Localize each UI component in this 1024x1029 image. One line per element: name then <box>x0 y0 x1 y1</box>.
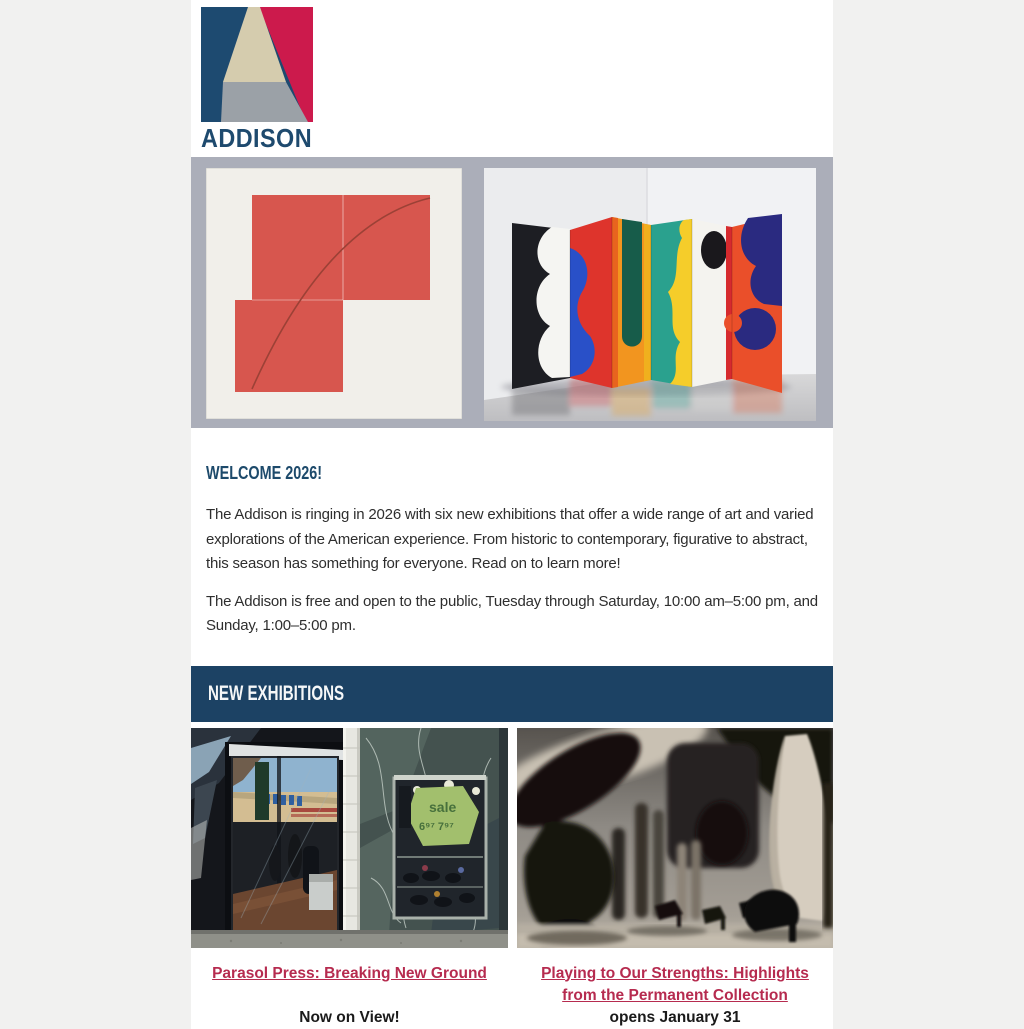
new-exhibitions-label: NEW EXHIBITIONS <box>208 681 345 705</box>
banner-art-red-print <box>206 168 462 419</box>
exhibition-card-playing <box>517 728 833 948</box>
new-exhibitions-band <box>191 666 833 722</box>
logo-wordmark: ADDISON <box>201 123 313 153</box>
exhibition-image-parasol-press[interactable] <box>191 728 508 948</box>
welcome-section <box>191 428 833 666</box>
exhibition-link-playing-line2: from the Permanent Collection <box>562 986 788 1004</box>
exhibition-subtitle-parasol: Now on View! <box>299 1008 400 1026</box>
exhibition-link-playing-to-our-strengths[interactable] <box>541 963 809 1007</box>
banner-art-folding-screen <box>484 168 816 421</box>
email-body <box>191 0 833 1029</box>
addison-logo-icon <box>201 7 313 122</box>
welcome-heading: WELCOME 2026! <box>206 463 323 483</box>
caption-parasol <box>191 948 508 1029</box>
exhibition-link-parasol-line1: Parasol Press: Breaking New Ground <box>212 964 487 982</box>
addison-logo[interactable] <box>201 7 324 154</box>
exhibition-captions-row <box>191 948 833 1029</box>
sale-sign-prices: 6⁹⁷ 7⁹⁷ <box>419 820 454 833</box>
caption-playing <box>517 948 833 1029</box>
welcome-paragraph-1: The Addison is ringing in 2026 with six new exhibitions that offer a wide range of art and varied explorations of the American experience. From historic to contemporary, figurative to abstract, this season has something for everyone. Read on to learn more! <box>206 506 814 572</box>
header <box>191 0 833 157</box>
exhibition-link-parasol-press[interactable] <box>212 963 487 985</box>
exhibition-image-playing-to-our-strengths[interactable] <box>517 728 833 948</box>
sale-sign-text: sale <box>429 798 457 815</box>
exhibition-subtitle-playing: opens January 31 <box>609 1008 741 1026</box>
exhibition-link-playing-line1: Playing to Our Strengths: Highlights <box>541 964 809 982</box>
exhibition-images-row <box>191 728 833 948</box>
welcome-paragraph-2: The Addison is free and open to the public, Tuesday through Saturday, 10:00 am–5:00 pm, and Sunday, 1:00–5:00 pm. <box>206 592 818 634</box>
exhibition-card-parasol <box>191 728 508 948</box>
banner-collage <box>191 157 833 428</box>
